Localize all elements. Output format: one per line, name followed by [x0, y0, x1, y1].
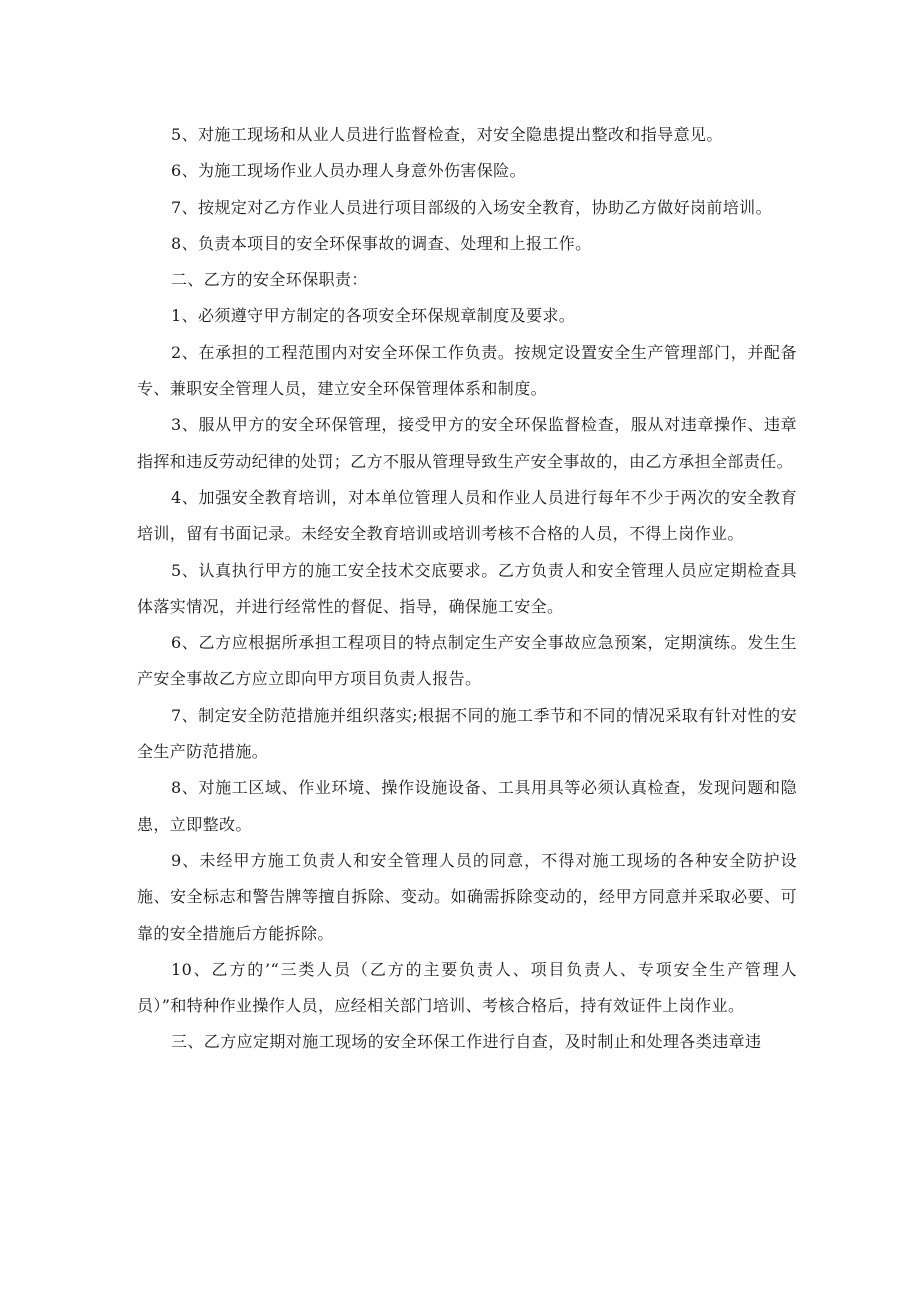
paragraph-14: 10、乙方的’“三类人员（乙方的主要负责人、项目负责人、专项安全生产管理人员）”和特种作业操作人员，应经相关部门培训、考核合格后，持有效证件上岗作业。 — [137, 959, 797, 1016]
paragraph-12: 8、对施工区域、作业环境、操作设施设备、工具用具等必须认真检查，发现问题和隐患，立即整改。 — [137, 778, 797, 834]
paragraph-9: 5、认真执行甲方的施工安全技术交底要求。乙方负责人和安全管理人员应定期检查具体落实情况，并进行经常性的督促、指导，确保施工安全。 — [137, 560, 797, 616]
section-heading-3: 三、乙方应定期对施工现场的安全环保工作进行自查，及时制止和处理各类违章违 — [171, 1032, 762, 1052]
paragraph-7: 3、服从甲方的安全环保管理，接受甲方的安全环保监督检查，服从对违章操作、违章指挥和违反劳动纪律的处罚；乙方不服从管理导致生产安全事故的，由乙方承担全部责任。 — [137, 415, 797, 471]
paragraph-5: 1、必须遵守甲方制定的各项安全环保规章制度及要求。 — [171, 306, 576, 326]
paragraph-1: 5、对施工现场和从业人员进行监督检查，对安全隐患提出整改和指导意见。 — [171, 125, 723, 144]
paragraph-4: 8、负责本项目的安全环保事故的调查、处理和上报工作。 — [171, 233, 592, 253]
paragraph-2: 6、为施工现场作业人员办理人身意外伤害保险。 — [171, 161, 526, 181]
paragraph-13: 9、未经甲方施工负责人和安全管理人员的同意，不得对施工现场的各种安全防护设施、安全标志和警告牌等擅自拆除、变动。如确需拆除变动的，经甲方同意并采取必要、可靠的安全措施后方能拆除。 — [137, 850, 797, 943]
paragraph-10: 6、乙方应根据所承担工程项目的特点制定生产安全事故应急预案，定期演练。发生生产安全事故乙方应立即向甲方项目负责人报告。 — [137, 633, 797, 689]
paragraph-8: 4、加强安全教育培训，对本单位管理人员和作业人员进行每年不少于两次的安全教育培训，留有书面记录。未经安全教育培训或培训考核不合格的人员，不得上岗作业。 — [137, 487, 797, 544]
document-page — [137, 117, 797, 1061]
paragraph-11: 7、制定安全防范措施并组织落实;根据不同的施工季节和不同的情况采取有针对性的安全生产防范措施。 — [137, 705, 797, 762]
paragraph-3: 7、按规定对乙方作业人员进行项目部级的入场安全教育，协助乙方做好岗前培训。 — [171, 197, 772, 217]
paragraph-6: 2、在承担的工程范围内对安全环保工作负责。按规定设置安全生产管理部门，并配备专、兼职安全管理人员，建立安全环保管理体系和制度。 — [137, 342, 797, 399]
section-heading-2: 二、乙方的安全环保职责： — [171, 270, 368, 290]
